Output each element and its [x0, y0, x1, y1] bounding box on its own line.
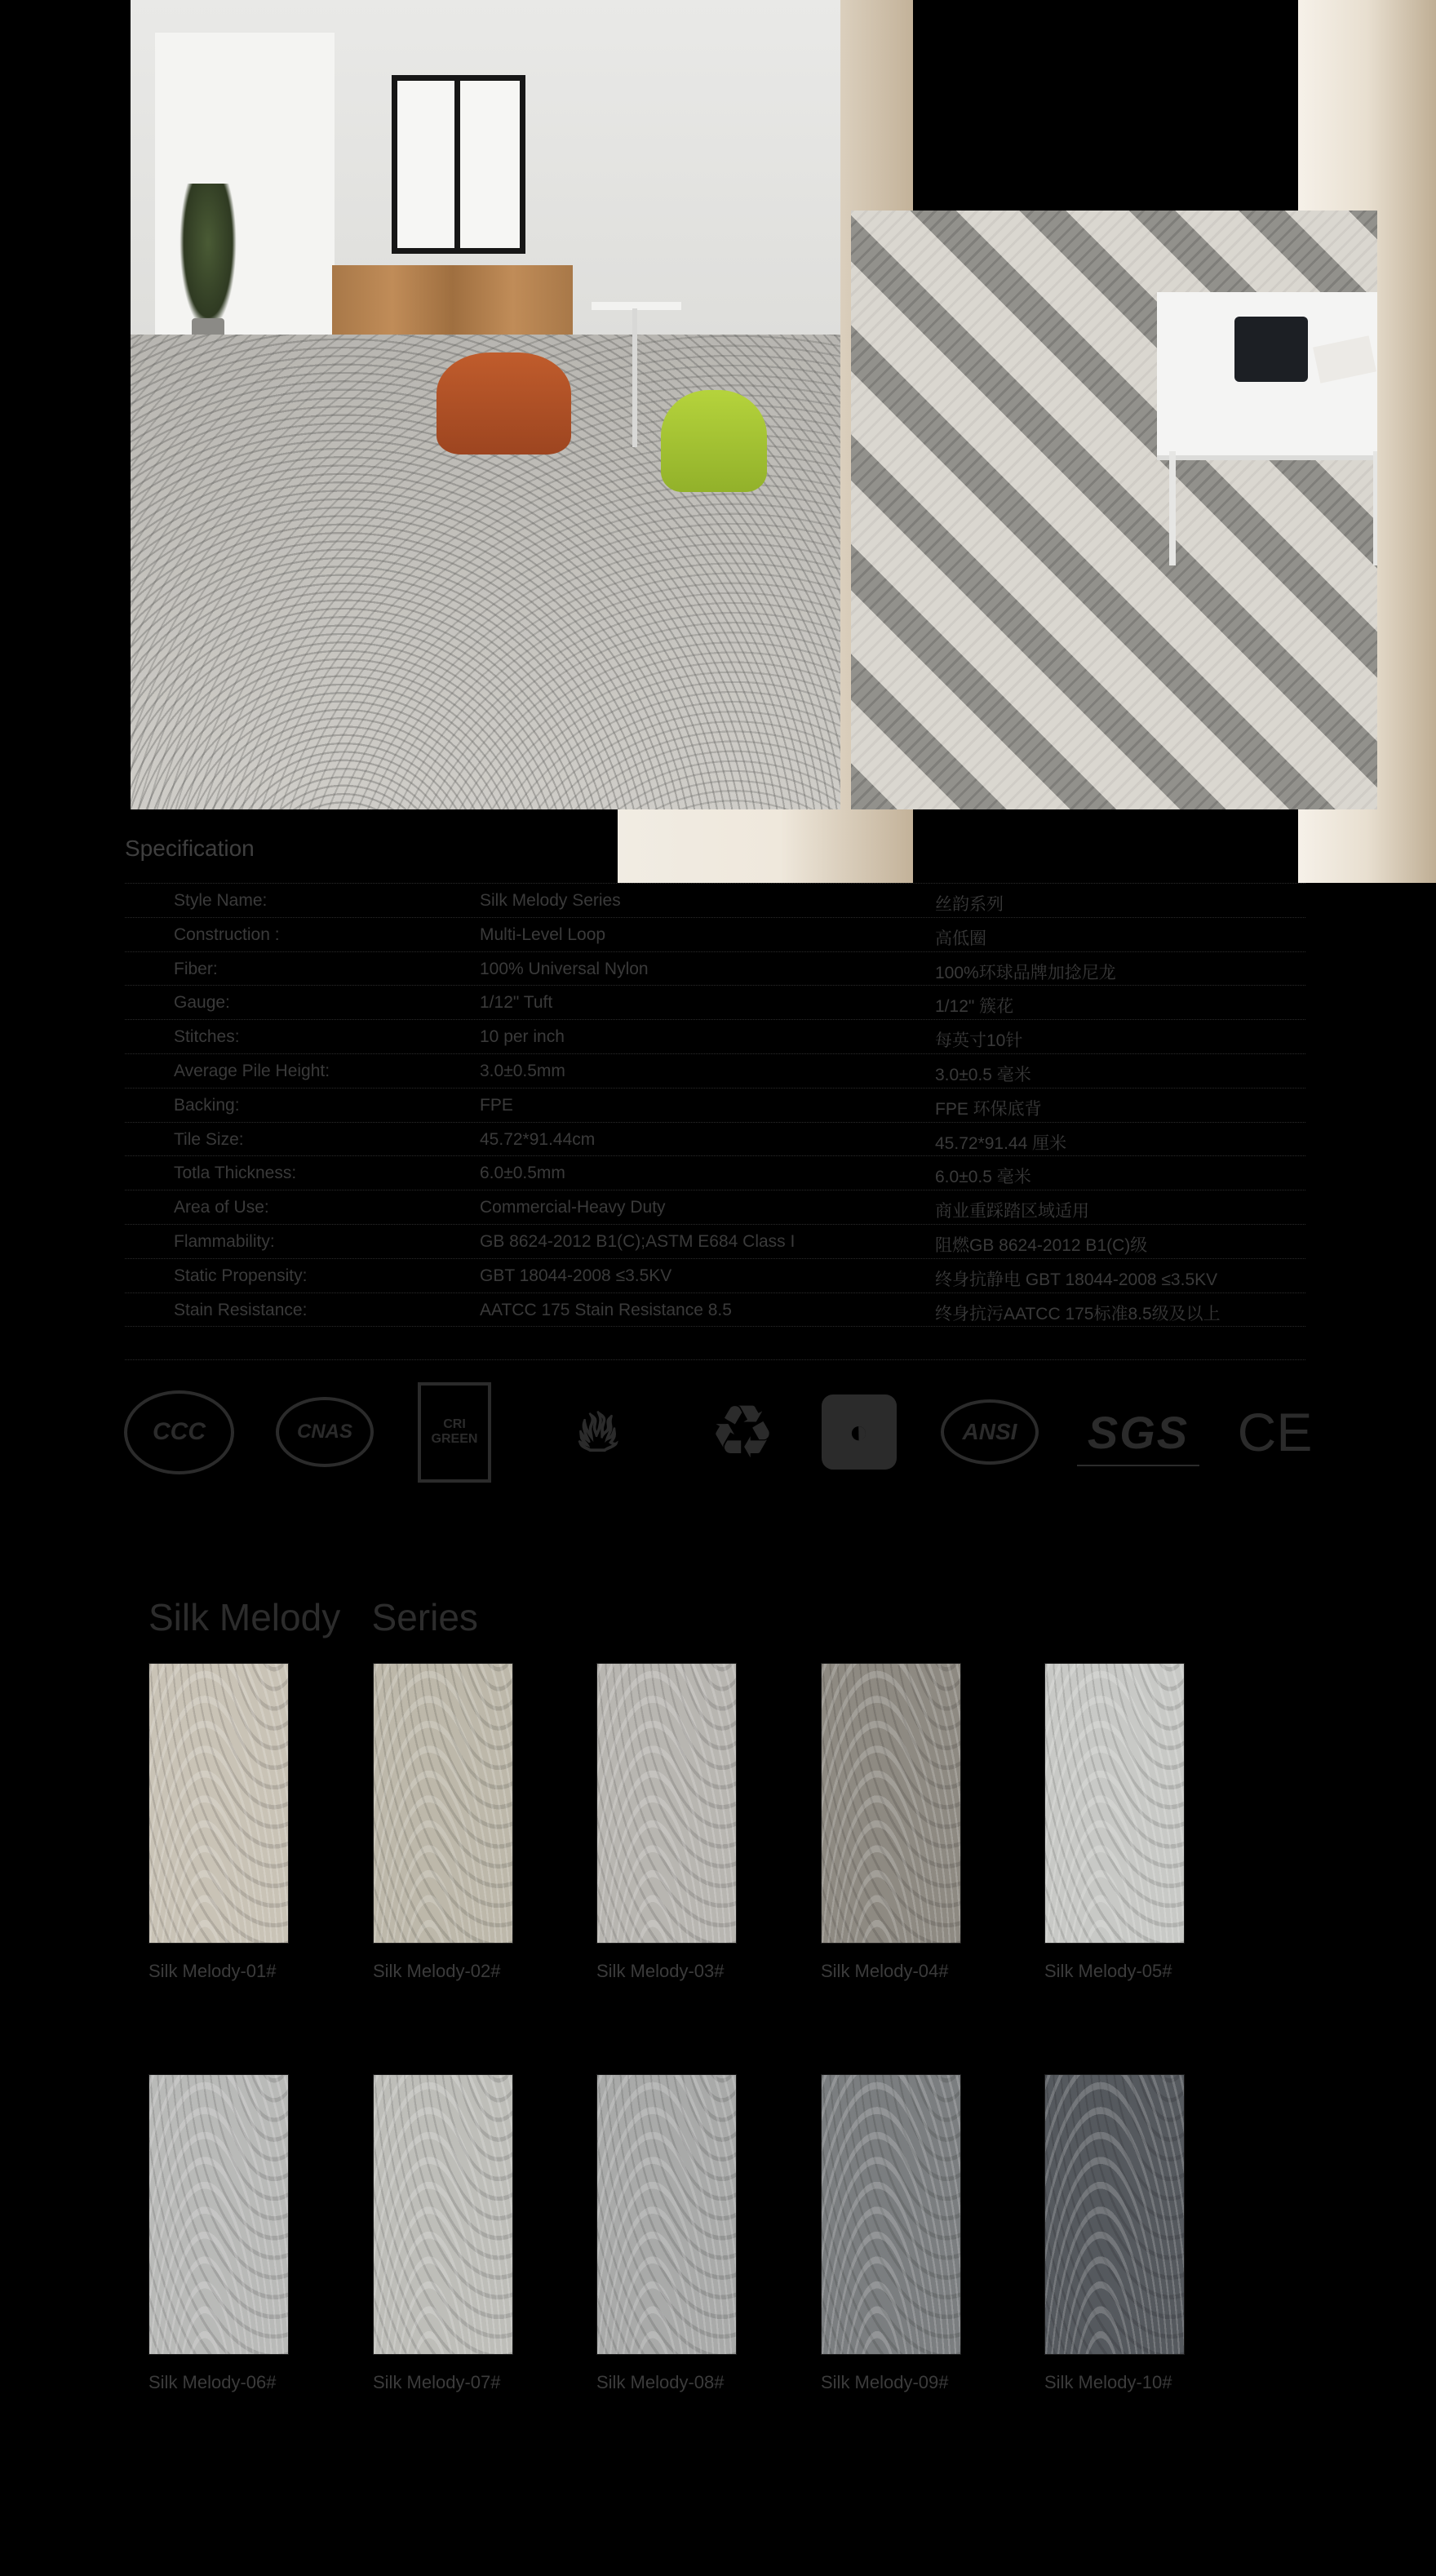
spec-row: Construction : Multi-Level Loop 高低圈	[125, 917, 1305, 951]
tile-label: Silk Melody-08#	[596, 2372, 725, 2392]
series-title: Silk Melody Series	[148, 1596, 478, 1638]
product-tile	[596, 2074, 737, 2392]
ce-mark: CE	[1237, 1402, 1313, 1462]
specification-title: Specification	[125, 836, 255, 861]
tile-swatch	[596, 1663, 737, 1944]
tile-swatch	[148, 2074, 289, 2355]
ansi-logo: ANSI	[941, 1387, 1039, 1477]
tile-label: Silk Melody-04#	[821, 1961, 949, 1981]
tile-label: Silk Melody-05#	[1044, 1961, 1172, 1981]
spec-row: Fiber: 100% Universal Nylon 100%环球品牌加捻尼龙	[125, 951, 1305, 986]
recycle-icon: ♻︎	[709, 1391, 776, 1474]
tile-swatch	[1044, 2074, 1185, 2355]
spec-row: Stain Resistance: AATCC 175 Stain Resistance 8.5 终身抗污AATCC 175标准8.5级及以上	[125, 1292, 1305, 1327]
herringbone-detail-photo	[851, 211, 1377, 809]
product-tile	[821, 2074, 961, 2392]
tile-swatch	[821, 1663, 961, 1944]
tile-label: Silk Melody-01#	[148, 1961, 277, 1981]
tile-swatch	[373, 1663, 513, 1944]
tile-swatch	[596, 2074, 737, 2355]
room-scene-photo	[131, 0, 840, 809]
spec-row: Stitches: 10 per inch 每英寸10针	[125, 1019, 1305, 1053]
spec-table-end	[125, 1326, 1305, 1360]
product-tile	[1044, 2074, 1185, 2392]
tile-label: Silk Melody-09#	[821, 2372, 949, 2392]
sgs-logo: SGS	[1077, 1399, 1199, 1466]
spec-row: Backing: FPE FPE 环保底背	[125, 1088, 1305, 1122]
spec-row: Static Propensity: GBT 18044-2008 ≤3.5KV 终身抗静电 GBT 18044-2008 ≤3.5KV	[125, 1258, 1305, 1292]
product-tile	[148, 1663, 289, 1981]
tile-label: Silk Melody-03#	[596, 1961, 725, 1981]
tile-label: Silk Melody-10#	[1044, 2372, 1172, 2392]
spec-row: Gauge: 1/12" Tuft 1/12" 簇花	[125, 985, 1305, 1019]
tile-swatch	[821, 2074, 961, 2355]
tile-label: Silk Melody-07#	[373, 2372, 501, 2392]
fire-icon: 🔥︎	[576, 1399, 619, 1463]
spec-row: Style Name: Silk Melody Series 丝韵系列	[125, 883, 1305, 917]
spec-row: Average Pile Height: 3.0±0.5mm 3.0±0.5 毫米	[125, 1053, 1305, 1088]
tile-swatch	[1044, 1663, 1185, 1944]
spec-row: Totla Thickness: 6.0±0.5mm 6.0±0.5 毫米	[125, 1155, 1305, 1190]
spec-row: Tile Size: 45.72*91.44cm 45.72*91.44 厘米	[125, 1122, 1305, 1156]
product-tile	[373, 2074, 513, 2392]
spec-row: Flammability: GB 8624-2012 B1(C);ASTM E684 Class I 阻燃GB 8624-2012 B1(C)级	[125, 1224, 1305, 1258]
product-tile	[1044, 1663, 1185, 1981]
tile-label: Silk Melody-02#	[373, 1961, 501, 1981]
tile-swatch	[373, 2074, 513, 2355]
specification-table	[125, 883, 1305, 1360]
certification-logos	[122, 1387, 1314, 1477]
cnas-logo: CNAS	[276, 1387, 374, 1477]
product-tile	[596, 1663, 737, 1981]
product-tile	[821, 1663, 961, 1981]
cri-green-label-logo: CRI GREEN	[418, 1387, 491, 1477]
product-tile	[148, 2074, 289, 2392]
decor-cutout	[913, 0, 1298, 211]
stain-resistance-icon: ◐	[820, 1387, 898, 1477]
product-tile	[373, 1663, 513, 1981]
tile-swatch	[148, 1663, 289, 1944]
spec-row: Area of Use: Commercial-Heavy Duty 商业重踩踏区域适用	[125, 1190, 1305, 1224]
ccc-logo: CCC	[124, 1387, 234, 1477]
tile-label: Silk Melody-06#	[148, 2372, 277, 2392]
